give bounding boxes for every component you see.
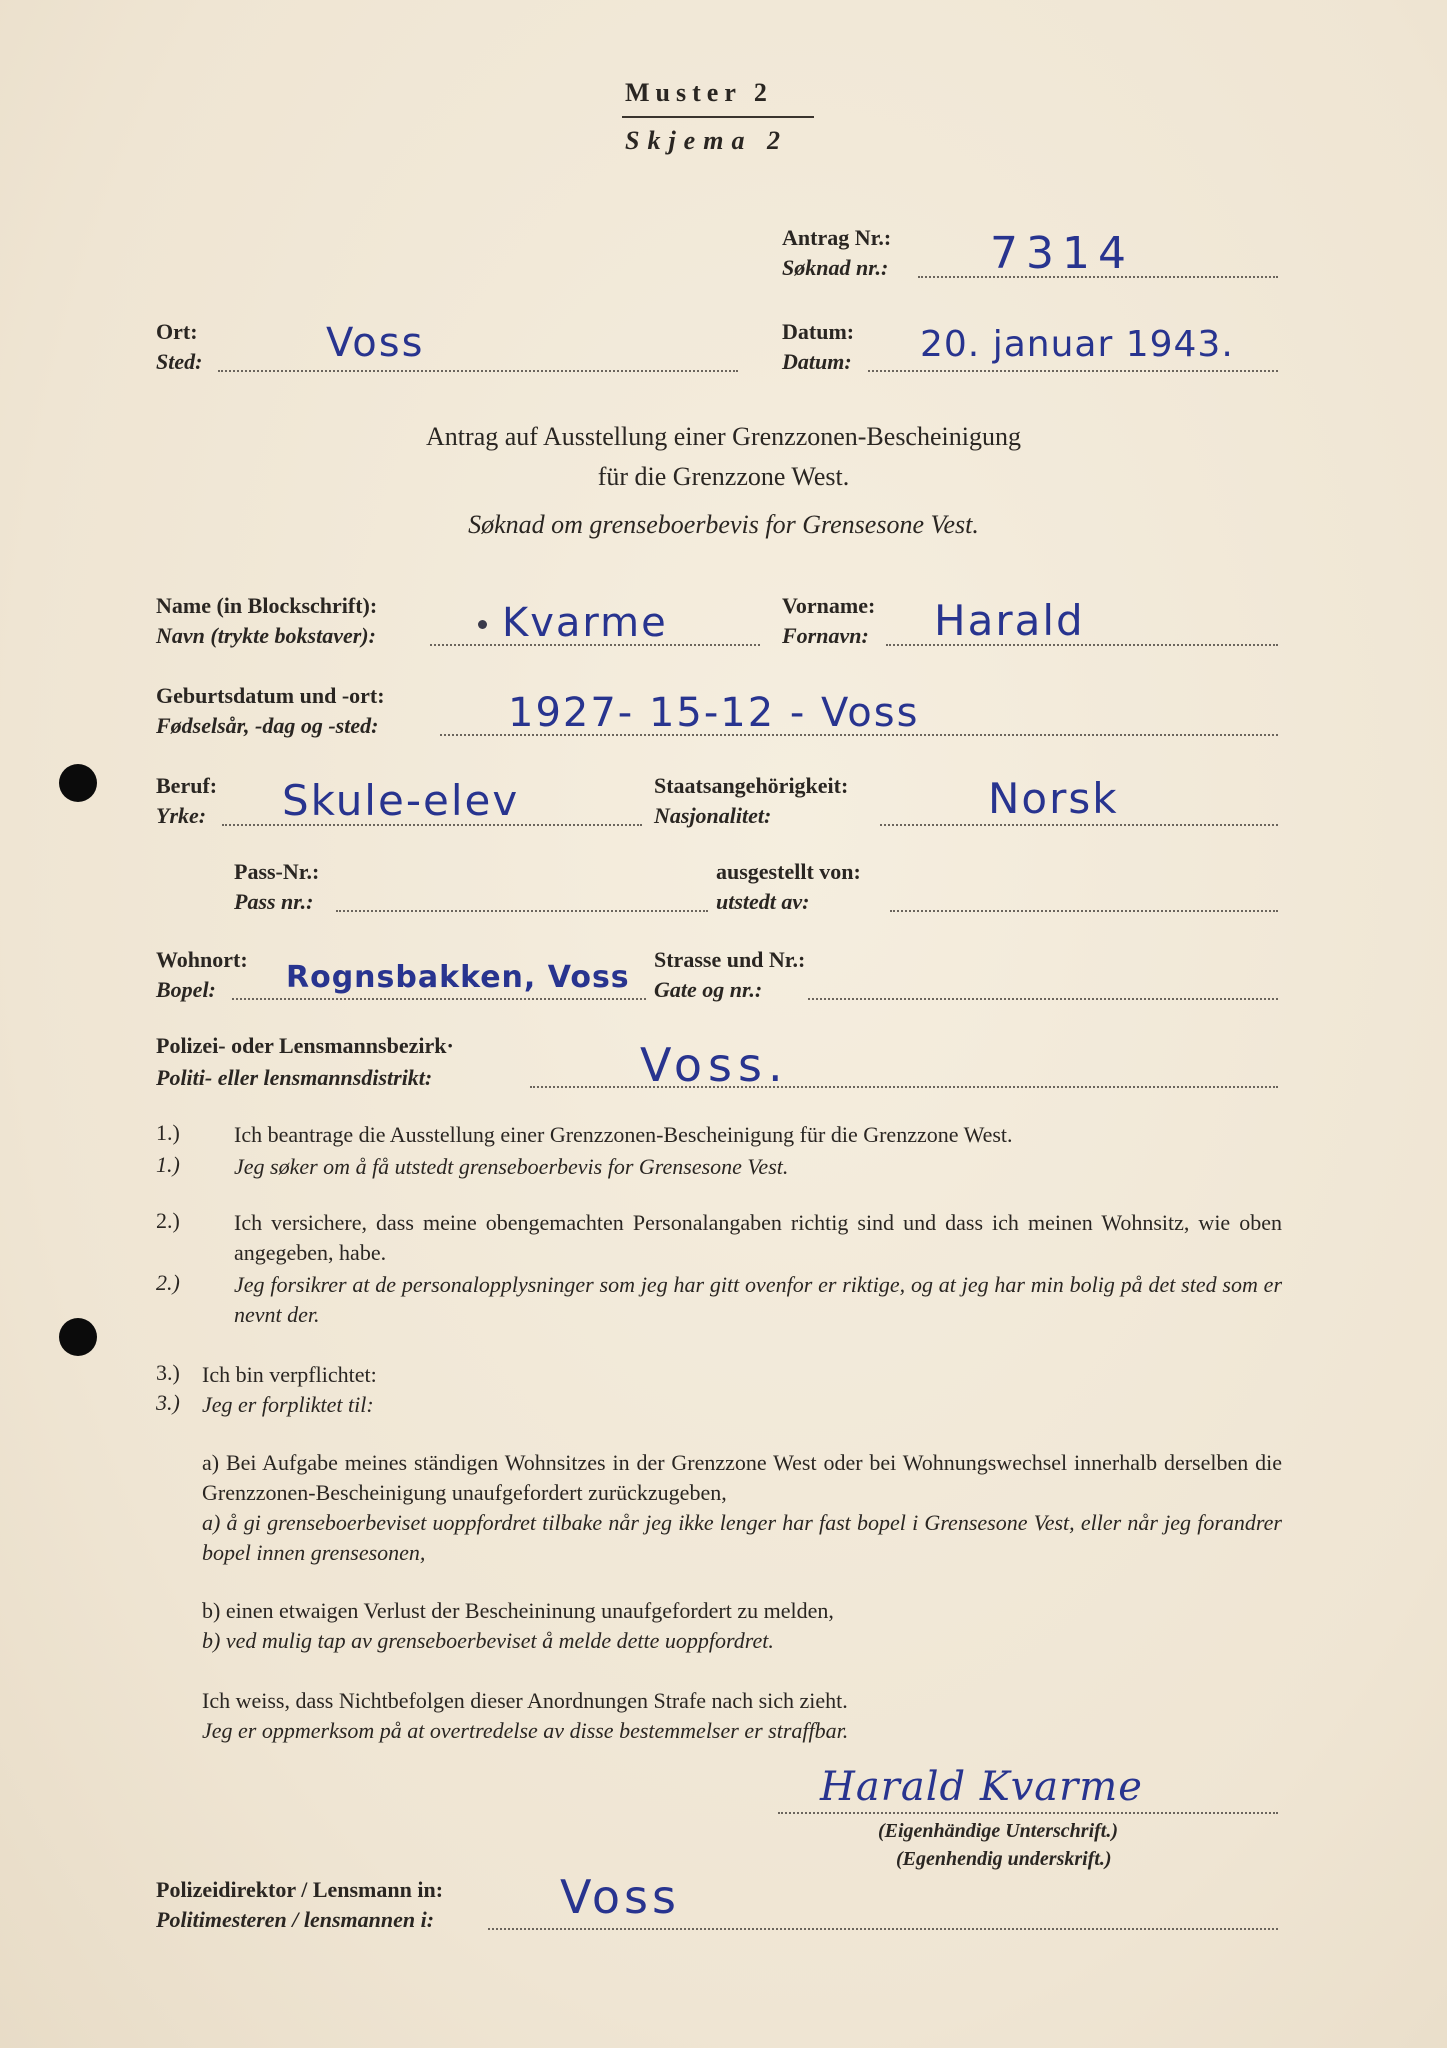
- antrag-number-value: 7314: [990, 228, 1134, 279]
- wohnort-value: Rognsbakken, Voss: [286, 960, 630, 995]
- datum-line: [868, 370, 1278, 372]
- signature-line: [778, 1812, 1278, 1814]
- strasse-label-de: Strasse und Nr.:: [654, 947, 806, 972]
- vorname-label-no: Fornavn:: [782, 623, 869, 648]
- ort-label-de: Ort:: [156, 319, 198, 344]
- ausgestellt-label-de: ausgestellt von:: [716, 859, 861, 884]
- clause-2-number-no: 2.): [156, 1270, 180, 1295]
- clause-1-number-no: 1.): [156, 1152, 180, 1177]
- warning-no: Jeg er oppmerksom på at overtredelse av disse bestemmelser er straffbar.: [202, 1718, 849, 1743]
- polizei-line: [488, 1928, 1278, 1930]
- clause-a-no: a) å gi grenseboerbeviset uoppfordret tilbake når jeg ikke lenger har fast bopel i Grensesone Vest, eller når jeg forandrer bopel innen grensesonen,: [202, 1510, 1282, 1565]
- clause-3-number-no: 3.): [156, 1390, 180, 1415]
- name-label-de: Name (in Blockschrift):: [156, 593, 378, 618]
- datum-label-no: Datum:: [782, 349, 852, 374]
- staat-value: Norsk: [988, 774, 1119, 823]
- punch-hole-upper: [59, 764, 97, 802]
- name-label-no: Navn (trykte bokstaver):: [156, 623, 376, 648]
- ausgestellt-line: [890, 910, 1278, 912]
- beruf-value: Skule-elev: [282, 776, 520, 825]
- bezirk-label-de: Polizei- oder Lensmannsbezirk·: [156, 1033, 454, 1058]
- pass-label-de: Pass-Nr.:: [234, 859, 320, 884]
- beruf-label-no: Yrke:: [156, 803, 207, 828]
- vorname-label-de: Vorname:: [782, 593, 876, 618]
- clause-1-number-de: 1.): [156, 1120, 180, 1145]
- wohnort-label-de: Wohnort:: [156, 947, 248, 972]
- polizei-label-de: Polizeidirektor / Lensmann in:: [156, 1877, 444, 1902]
- clause-b-de: b) einen etwaigen Verlust der Bescheininung unaufgefordert zu melden,: [202, 1598, 834, 1623]
- pass-label-no: Pass nr.:: [234, 889, 314, 914]
- bullet-mark: [478, 620, 487, 629]
- staat-label-de: Staatsangehörigkeit:: [654, 773, 849, 798]
- clause-1-de: Ich beantrage die Ausstellung einer Grenzzonen-Bescheinigung für die Grenzzone West.: [234, 1122, 1013, 1147]
- polizei-value: Voss: [560, 1870, 680, 1924]
- form-number-no: Skjema 2: [625, 126, 788, 155]
- signature-caption-de: (Eigenhändige Unterschrift.): [878, 1820, 1119, 1842]
- datum-label-de: Datum:: [782, 319, 855, 344]
- punch-hole-lower: [59, 1318, 97, 1356]
- ort-value: Voss: [326, 320, 425, 366]
- beruf-label-de: Beruf:: [156, 773, 218, 798]
- bezirk-value: Voss.: [640, 1038, 789, 1092]
- geburt-value: 1927- 15-12 - Voss: [508, 690, 920, 736]
- clause-b-no: b) ved mulig tap av grenseboerbeviset å melde dette uoppfordret.: [202, 1628, 774, 1653]
- staat-label-no: Nasjonalitet:: [654, 803, 772, 828]
- clause-2-number-de: 2.): [156, 1208, 180, 1233]
- clause-3-de: Ich bin verpflichtet:: [202, 1362, 377, 1387]
- staat-line: [880, 824, 1278, 826]
- datum-value: 20. januar 1943.: [920, 324, 1234, 365]
- strasse-label-no: Gate og nr.:: [654, 977, 763, 1002]
- clause-3-number-de: 3.): [156, 1360, 180, 1385]
- header-divider: [622, 116, 814, 118]
- clause-1-no: Jeg søker om å få utstedt grenseboerbevis for Grensesone Vest.: [234, 1154, 789, 1179]
- wohnort-line: [232, 998, 646, 1000]
- form-title-de-2: für die Grenzzone West.: [597, 462, 850, 491]
- form-title-de-1: Antrag auf Ausstellung einer Grenzzonen-Bescheinigung: [426, 422, 1021, 451]
- clause-2-no: Jeg forsikrer at de personalopplysninger som jeg har gitt ovenfor er riktige, og at jeg har min bolig på det sted som er nevnt der.: [234, 1272, 1282, 1327]
- antrag-label-de: Antrag Nr.:: [782, 225, 892, 250]
- signature-caption-no: (Egenhendig underskrift.): [896, 1848, 1112, 1870]
- name-value: Kvarme: [502, 600, 668, 646]
- pass-line: [336, 910, 708, 912]
- strasse-line: [808, 998, 1278, 1000]
- geburt-label-no: Fødselsår, -dag og -sted:: [156, 713, 379, 738]
- form-number-de: Muster 2: [625, 78, 773, 107]
- vorname-value: Harald: [934, 596, 1085, 645]
- geburt-label-de: Geburtsdatum und -ort:: [156, 683, 385, 708]
- bezirk-label-no: Politi- eller lensmannsdistrikt:: [156, 1065, 433, 1090]
- ort-label-no: Sted:: [156, 349, 203, 374]
- wohnort-label-no: Bopel:: [156, 977, 216, 1002]
- ausgestellt-label-no: utstedt av:: [716, 889, 810, 914]
- clause-2-de: Ich versichere, dass meine obengemachten Personalangaben richtig sind und dass ich meinen Wohnsitz, wie oben angegeben, habe.: [234, 1210, 1282, 1265]
- signature: Harald Kvarme: [820, 1764, 1143, 1810]
- clause-3-no: Jeg er forpliktet til:: [202, 1392, 374, 1417]
- antrag-label-no: Søknad nr.:: [782, 255, 889, 280]
- warning-de: Ich weiss, dass Nichtbefolgen dieser Anordnungen Strafe nach sich zieht.: [202, 1688, 848, 1713]
- ort-line: [218, 370, 738, 372]
- form-title-no: Søknad om grenseboerbevis for Grensesone Vest.: [468, 510, 979, 539]
- polizei-label-no: Politimesteren / lensmannen i:: [156, 1907, 435, 1932]
- clause-a-de: a) Bei Aufgabe meines ständigen Wohnsitzes in der Grenzzone West oder bei Wohnungswechsel innerhalb derselben die Grenzzonen-Bescheinigung unaufgefordert zurückzugeben,: [202, 1450, 1282, 1505]
